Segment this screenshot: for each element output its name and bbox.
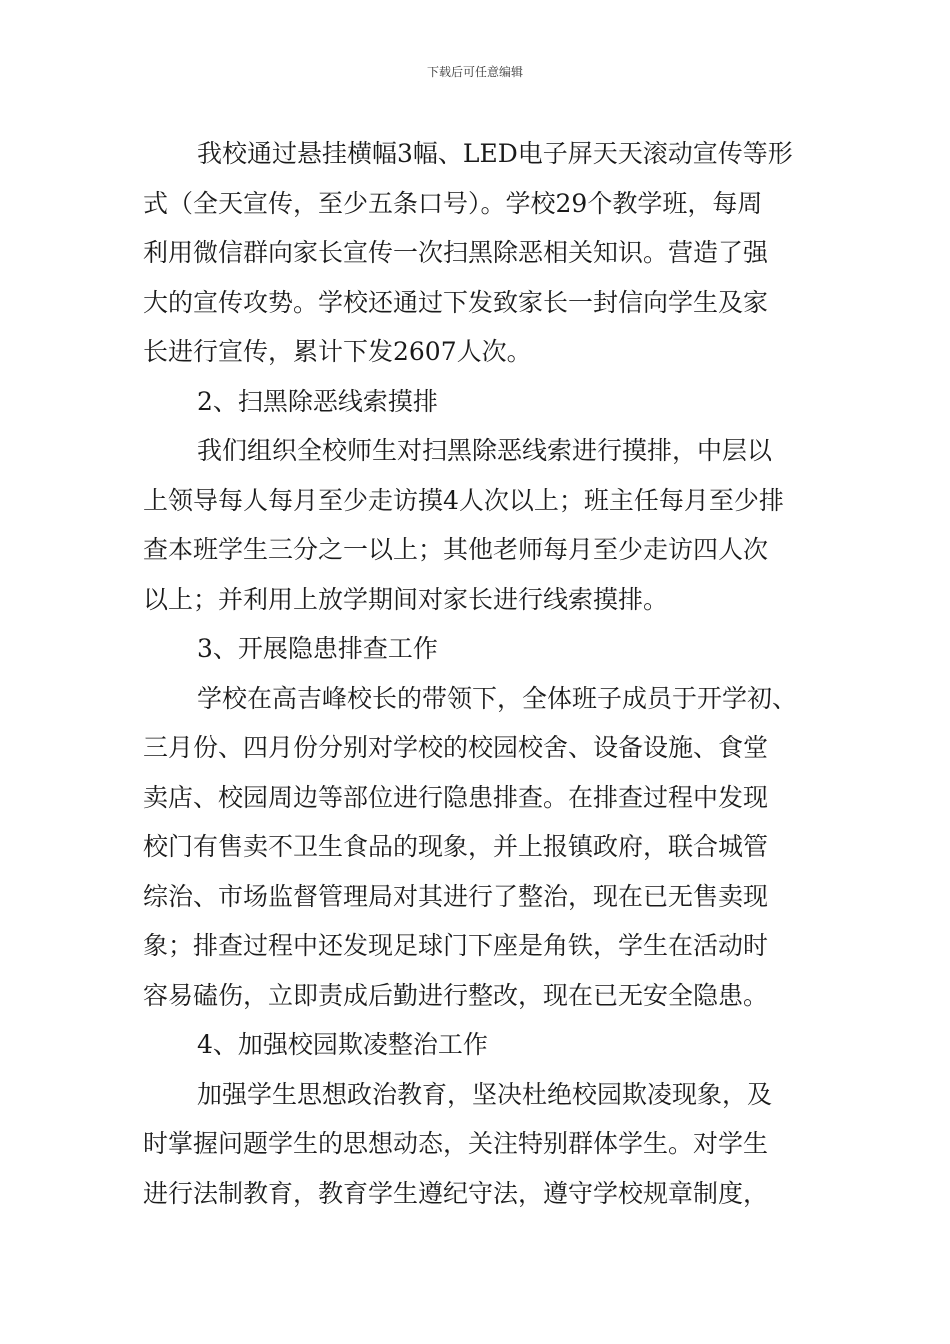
text-line: 以上；并利用上放学期间对家长进行线索摸排。 [143,584,669,614]
text-line: 我校通过悬挂横幅3幅、LED电子屏天天滚动宣传等形 [197,139,793,168]
text-line: 式（全天宣传，至少五条口号）。学校29个教学班，每周 [143,188,763,218]
text-line: 查本班学生三分之一以上；其他老师每月至少走访四人次 [143,535,769,564]
text-line: 上领导每人每月至少走访摸4人次以上；班主任每月至少排 [143,485,784,515]
text-line: 时掌握问题学生的思想动态，关注特别群体学生。对学生 [143,1129,769,1158]
text-line: 象；排查过程中还发现足球门下座是角铁，学生在活动时 [143,931,769,960]
text-line: 长进行宣传，累计下发2607人次。 [143,337,532,366]
text-line: 校门有售卖不卫生食品的现象，并上报镇政府，联合城管 [143,832,769,861]
section-heading: 4、加强校园欺凌整治工作 [197,1030,488,1059]
text-line: 卖店、校园周边等部位进行隐患排查。在排查过程中发现 [143,782,769,812]
text-line: 我们组织全校师生对扫黑除恶线索进行摸排，中层以 [197,436,773,465]
text-line: 加强学生思想政治教育，坚决杜绝校园欺凌现象，及 [197,1079,773,1109]
text-line: 利用微信群向家长宣传一次扫黑除恶相关知识。营造了强 [143,238,769,267]
text-line: 容易磕伤，立即责成后勤进行整改，现在已无安全隐患。 [143,980,769,1010]
text-line: 综治、市场监督管理局对其进行了整治，现在已无售卖现 [143,881,769,911]
document-body [143,129,833,1218]
page-header: 下载后可任意编辑 [426,65,523,79]
text-line: 学校在高吉峰校长的带领下，全体班子成员于开学初、 [197,683,798,713]
text-line: 三月份、四月份分别对学校的校园校舍、设备设施、食堂 [143,733,769,762]
section-heading: 3、开展隐患排查工作 [197,634,438,663]
text-line: 大的宣传攻势。学校还通过下发致家长一封信向学生及家 [143,287,769,317]
section-heading: 2、扫黑除恶线索摸排 [197,386,438,416]
text-line: 进行法制教育，教育学生遵纪守法，遵守学校规章制度， [143,1178,769,1208]
